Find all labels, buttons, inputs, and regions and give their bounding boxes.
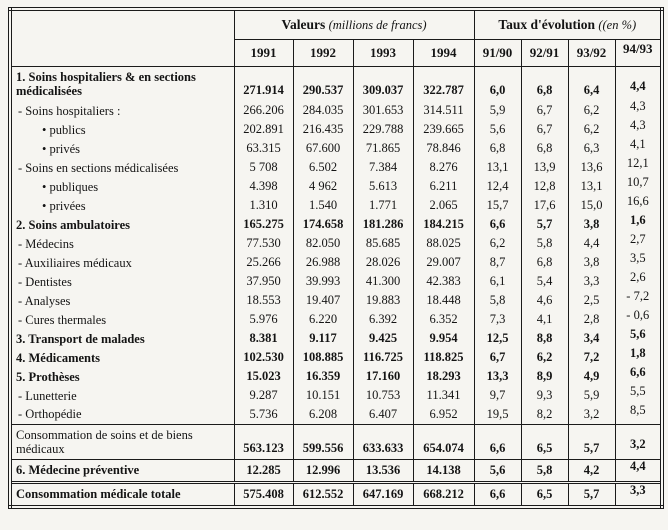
value-cell: 322.787 [413,66,474,101]
evolution-value-raised: 10,7 [626,177,649,189]
value-cell: 18.293 [413,367,474,386]
value-cell: 116.725 [353,348,413,367]
table-row [10,234,662,253]
evolution-value-raised: 4,4 [629,79,646,93]
evolution-cell: 19,5 [474,405,521,424]
row-label: • privées [42,198,86,213]
value-cell: 5.976 [234,310,293,329]
year-header-1991: 1991 [234,39,293,66]
value-cell: 85.685 [353,234,413,253]
evolution-group-unit: ((en %) [598,17,637,32]
value-cell: 314.511 [413,101,474,120]
evolution-cell [615,215,662,234]
evolution-cell: 4,2 [568,459,615,482]
value-cell: 6.220 [293,310,353,329]
evolution-cell: 3,8 [568,215,615,234]
evolution-cell: 13,1 [568,177,615,196]
value-cell: 9.117 [293,329,353,348]
value-cell: 612.552 [293,482,353,507]
evolution-cell [615,291,662,310]
evolution-cell: 13,6 [568,158,615,177]
value-cell: 6.211 [413,177,474,196]
row-label: 1. Soins hospitaliers & en sections médicalisées [16,69,196,98]
value-cell: 575.408 [234,482,293,507]
evolution-cell: 6,8 [521,253,568,272]
evolution-cell: 4,9 [568,367,615,386]
row-label: - Cures thermales [18,312,107,327]
evolution-cell: 5,8 [521,459,568,482]
value-cell: 6.952 [413,405,474,424]
value-cell: 9.287 [234,386,293,405]
row-label: • publics [42,122,86,137]
value-cell: 4.398 [234,177,293,196]
evolution-value-raised: 4,3 [629,101,646,113]
values-group-header [234,9,474,39]
evolution-header-91-90: 91/90 [474,39,521,66]
evolution-cell: 2,5 [568,291,615,310]
evolution-cell [615,272,662,291]
evolution-cell: 8,8 [521,329,568,348]
value-cell: 8.381 [234,329,293,348]
table-row [10,120,662,139]
row-label: • publiques [42,179,99,194]
evolution-cell [615,139,662,158]
value-cell: 6.407 [353,405,413,424]
evolution-cell: 5,9 [474,101,521,120]
evolution-cell: 15,0 [568,196,615,215]
value-cell: 202.891 [234,120,293,139]
table-row [10,177,662,196]
evolution-cell: 4,4 [568,234,615,253]
value-cell: 309.037 [353,66,413,101]
table-row [10,348,662,367]
value-cell: 1.540 [293,196,353,215]
row-label: 5. Prothèses [16,369,80,384]
value-cell: 6.352 [413,310,474,329]
table-row [10,386,662,405]
evolution-cell: 9,3 [521,386,568,405]
table-row [10,66,662,101]
evolution-cell: 6,0 [474,66,521,101]
evolution-cell: 6,5 [521,482,568,507]
evolution-cell: 6,2 [568,120,615,139]
evolution-cell: 9,7 [474,386,521,405]
table-row [10,459,662,482]
evolution-cell [615,386,662,405]
corner-cell [10,9,234,66]
value-cell: 216.435 [293,120,353,139]
value-cell: 266.206 [234,101,293,120]
value-cell: 71.865 [353,139,413,158]
evolution-value-raised: 3,2 [629,436,646,451]
evolution-cell: 6,2 [521,348,568,367]
table-row [10,405,662,424]
evolution-cell [615,253,662,272]
value-cell: 8.276 [413,158,474,177]
value-cell: 1.310 [234,196,293,215]
evolution-cell: 12,4 [474,177,521,196]
evolution-cell: 6,6 [474,482,521,507]
value-cell: 29.007 [413,253,474,272]
health-expenditure-table [8,7,664,509]
value-cell: 15.023 [234,367,293,386]
value-cell: 654.074 [413,424,474,459]
value-cell: 2.065 [413,196,474,215]
value-cell: 13.536 [353,459,413,482]
evolution-value-raised: 3,5 [629,253,646,265]
evolution-cell: 6,7 [474,348,521,367]
table-row [10,158,662,177]
value-cell: 14.138 [413,459,474,482]
evolution-value-raised: 4,3 [629,120,646,132]
value-cell: 11.341 [413,386,474,405]
row-label: - Soins en sections médicalisées [18,160,179,175]
evolution-header-92-91: 92/91 [521,39,568,66]
table-row [10,310,662,329]
value-cell: 18.553 [234,291,293,310]
value-cell: 88.025 [413,234,474,253]
evolution-cell: 8,2 [521,405,568,424]
table-row [10,101,662,120]
evolution-cell [615,405,662,424]
value-cell: 174.658 [293,215,353,234]
row-label: 4. Médicaments [16,350,101,365]
table-row [10,367,662,386]
evolution-value-raised: 5,6 [629,329,646,341]
value-cell: 118.825 [413,348,474,367]
value-cell: 239.665 [413,120,474,139]
value-cell: 5 708 [234,158,293,177]
evolution-cell: 12,8 [521,177,568,196]
row-label: - Orthopédie [18,407,82,422]
row-label: Consommation médicale totale [10,482,234,507]
evolution-cell [615,424,662,459]
evolution-value-raised: 4,1 [629,139,646,151]
evolution-cell: 5,8 [474,291,521,310]
evolution-cell: 6,2 [474,234,521,253]
group-header-row [10,9,662,39]
value-cell: 6.392 [353,310,413,329]
evolution-value-raised: 2,7 [629,234,646,246]
value-cell: 1.771 [353,196,413,215]
table-header [10,9,662,66]
evolution-value-raised: - 7,2 [626,291,650,303]
evolution-cell: 4,1 [521,310,568,329]
value-cell: 67.600 [293,139,353,158]
values-group-unit: (millions de francs) [328,17,427,32]
evolution-cell [615,459,662,482]
row-label: 3. Transport de malades [16,331,145,346]
evolution-cell [615,367,662,386]
value-cell: 17.160 [353,367,413,386]
evolution-cell [615,66,662,101]
table-row [10,291,662,310]
evolution-cell: 5,6 [474,120,521,139]
value-cell: 28.026 [353,253,413,272]
evolution-cell [615,329,662,348]
evolution-cell: 13,9 [521,158,568,177]
value-cell: 78.846 [413,139,474,158]
value-cell: 599.556 [293,424,353,459]
evolution-value-raised: 6,6 [629,367,646,379]
value-cell: 39.993 [293,272,353,291]
evolution-value-raised: 12,1 [626,158,649,170]
evolution-value-raised: 3,3 [629,482,646,497]
value-cell: 301.653 [353,101,413,120]
value-cell: 563.123 [234,424,293,459]
evolution-cell [615,196,662,215]
row-label: - Soins hospitaliers : [18,103,121,118]
value-cell: 9.425 [353,329,413,348]
value-cell: 108.885 [293,348,353,367]
values-group-title: Valeurs [281,16,326,32]
value-cell: 37.950 [234,272,293,291]
table-row [10,196,662,215]
evolution-cell: 8,7 [474,253,521,272]
evolution-cell: 5,9 [568,386,615,405]
value-cell: 42.383 [413,272,474,291]
row-label: - Médecins [18,236,74,251]
evolution-group-header [474,9,662,39]
table-row [10,215,662,234]
row-label: - Dentistes [18,274,72,289]
evolution-cell: 13,1 [474,158,521,177]
evolution-cell: 15,7 [474,196,521,215]
evolution-value-raised: 2,6 [629,272,646,284]
row-label: - Auxiliaires médicaux [18,255,132,270]
evolution-cell: 6,2 [568,101,615,120]
evolution-cell [615,101,662,120]
table-row [10,424,662,459]
evolution-cell [615,158,662,177]
year-header-1994: 1994 [413,39,474,66]
evolution-header-94-93 [615,39,662,66]
evolution-cell [615,177,662,196]
row-label: Consommation de soins et de biens médicaux [10,424,234,459]
evolution-cell: 3,3 [568,272,615,291]
value-cell: 10.753 [353,386,413,405]
value-cell: 9.954 [413,329,474,348]
evolution-cell: 3,4 [568,329,615,348]
evolution-cell [615,310,662,329]
evolution-value-raised: 8,5 [629,405,646,417]
evolution-cell [615,348,662,367]
value-cell: 12.996 [293,459,353,482]
evolution-cell: 2,8 [568,310,615,329]
evolution-value-raised: 1,6 [629,215,646,227]
evolution-cell: 7,3 [474,310,521,329]
value-cell: 25.266 [234,253,293,272]
value-cell: 184.215 [413,215,474,234]
value-cell: 102.530 [234,348,293,367]
table-row [10,272,662,291]
evolution-cell: 6,3 [568,139,615,158]
year-header-1993: 1993 [353,39,413,66]
value-cell: 19.407 [293,291,353,310]
evolution-cell: 5,8 [521,234,568,253]
evolution-cell: 5,7 [568,482,615,507]
value-cell: 5.736 [234,405,293,424]
evolution-group-title: Taux d'évolution [498,16,595,32]
value-cell: 229.788 [353,120,413,139]
evolution-cell: 5,4 [521,272,568,291]
value-cell: 5.613 [353,177,413,196]
evolution-value-raised: - 0,6 [626,310,650,322]
table-row [10,482,662,507]
evolution-cell: 6,7 [521,120,568,139]
value-cell: 4 962 [293,177,353,196]
value-cell: 7.384 [353,158,413,177]
evolution-header-94-93-label: 94/93 [622,40,653,56]
value-cell: 271.914 [234,66,293,101]
row-label: - Lunetterie [18,388,77,403]
value-cell: 63.315 [234,139,293,158]
value-cell: 41.300 [353,272,413,291]
value-cell: 290.537 [293,66,353,101]
evolution-cell: 5,7 [568,424,615,459]
evolution-cell: 5,6 [474,459,521,482]
row-label: • privés [42,141,81,156]
evolution-header-93-92: 93/92 [568,39,615,66]
value-cell: 647.169 [353,482,413,507]
evolution-value-raised: 1,8 [629,348,646,360]
evolution-cell: 6,6 [474,424,521,459]
evolution-cell: 12,5 [474,329,521,348]
table-row [10,329,662,348]
evolution-cell: 6,8 [521,139,568,158]
evolution-cell: 17,6 [521,196,568,215]
scanned-document-page [8,7,660,509]
evolution-cell: 8,9 [521,367,568,386]
value-cell: 6.502 [293,158,353,177]
year-header-1992: 1992 [293,39,353,66]
value-cell: 18.448 [413,291,474,310]
value-cell: 12.285 [234,459,293,482]
evolution-cell: 5,7 [521,215,568,234]
evolution-cell: 7,2 [568,348,615,367]
value-cell: 77.530 [234,234,293,253]
evolution-cell: 6,8 [521,66,568,101]
value-cell: 19.883 [353,291,413,310]
table-body [10,66,662,507]
evolution-cell: 3,2 [568,405,615,424]
table-row [10,253,662,272]
evolution-cell [615,234,662,253]
table-row [10,139,662,158]
value-cell: 26.988 [293,253,353,272]
evolution-cell: 6,7 [521,101,568,120]
value-cell: 668.212 [413,482,474,507]
value-cell: 6.208 [293,405,353,424]
row-label: - Analyses [18,293,71,308]
evolution-cell: 6,8 [474,139,521,158]
value-cell: 181.286 [353,215,413,234]
evolution-cell: 6,1 [474,272,521,291]
value-cell: 633.633 [353,424,413,459]
evolution-cell: 13,3 [474,367,521,386]
value-cell: 16.359 [293,367,353,386]
row-label: 2. Soins ambulatoires [16,217,131,232]
value-cell: 165.275 [234,215,293,234]
evolution-cell: 4,6 [521,291,568,310]
evolution-value-raised: 16,6 [626,196,649,208]
evolution-cell [615,120,662,139]
value-cell: 10.151 [293,386,353,405]
evolution-cell: 6,5 [521,424,568,459]
value-cell: 82.050 [293,234,353,253]
evolution-cell: 6,4 [568,66,615,101]
evolution-cell: 3,8 [568,253,615,272]
value-cell: 284.035 [293,101,353,120]
evolution-value-raised: 5,5 [629,386,646,398]
row-label: 6. Médecine préventive [10,459,234,482]
evolution-value-raised: 4,4 [629,459,646,473]
evolution-cell [615,482,662,507]
evolution-cell: 6,6 [474,215,521,234]
